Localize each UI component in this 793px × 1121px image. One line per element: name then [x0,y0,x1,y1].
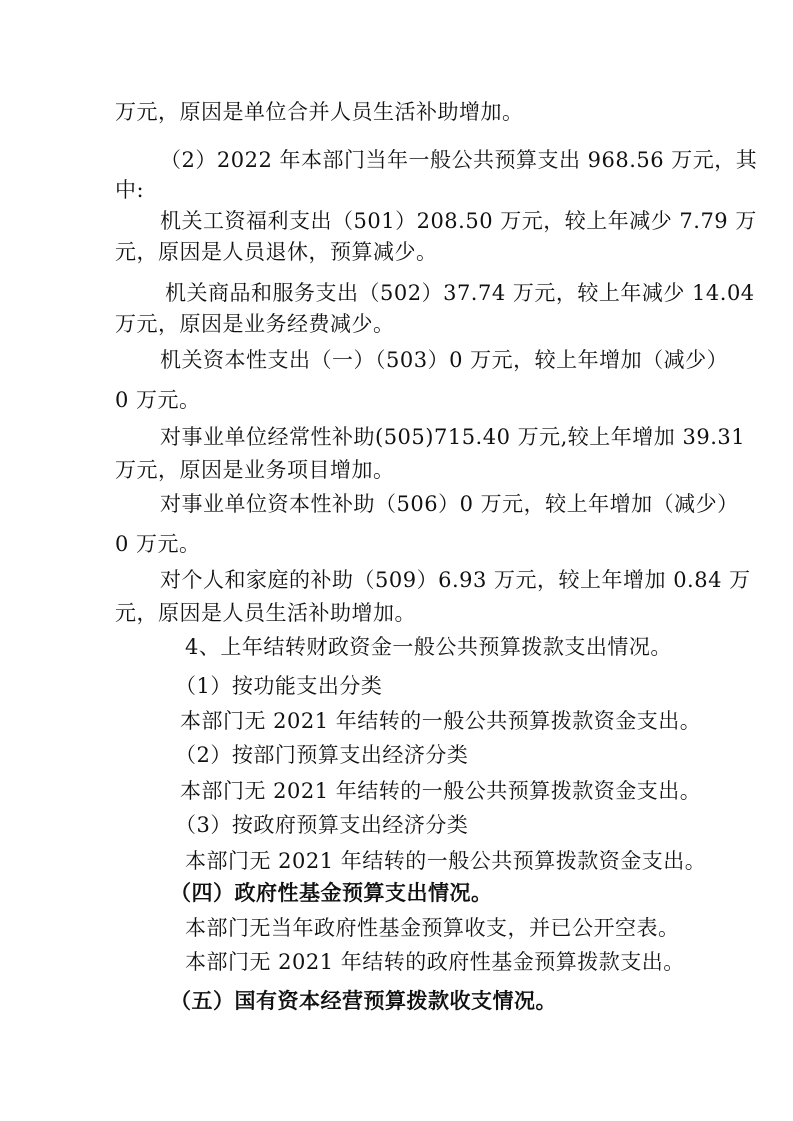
text-line: （2）2022 年本部门当年一般公共预算支出 968.56 万元，其 [160,148,758,172]
section-heading: （五）国有资本经营预算拨款收支情况。 [170,988,557,1013]
section-heading: （四）政府性基金预算支出情况。 [170,880,493,905]
text-line: 元，原因是人员退休，预算减少。 [115,240,438,264]
section-heading: 4、上年结转财政资金一般公共预算拨款支出情况。 [185,635,672,659]
text-line: 本部门无 2021 年结转的政府性基金预算拨款支出。 [185,950,685,974]
text-line: 对个人和家庭的补助（509）6.93 万元，较上年增加 0.84 万 [160,568,751,592]
text-line: 中: [115,178,145,202]
text-line: 机关资本性支出（一）（503）0 万元，较上年增加（减少） [160,348,729,372]
text-line: 对事业单位资本性补助（506）0 万元，较上年增加（减少） [160,492,739,516]
text-line: 机关商品和服务支出（502）37.74 万元，较上年减少 14.04 [165,281,755,305]
text-line: 对事业单位经常性补助(505)715.40 万元,较上年增加 39.31 [160,425,746,449]
text-line: 机关工资福利支出（501）208.50 万元，较上年减少 7.79 万 [160,209,757,233]
text-line: 本部门无当年政府性基金预算收支，并已公开空表。 [185,916,680,940]
text-line: 0 万元。 [115,532,201,556]
sub-heading: （2）按部门预算支出经济分类 [175,743,469,767]
text-line: 万元，原因是业务经费减少。 [115,312,395,336]
text-line: 本部门无 2021 年结转的一般公共预算拨款资金支出。 [185,849,707,873]
sub-heading: （3）按政府预算支出经济分类 [175,813,469,837]
text-line: 元，原因是人员生活补助增加。 [115,601,416,625]
text-line: 万元，原因是单位合并人员生活补助增加。 [115,100,524,124]
text-line: 本部门无 2021 年结转的一般公共预算拨款资金支出。 [180,709,702,733]
text-line: 0 万元。 [115,388,201,412]
text-line: 万元，原因是业务项目增加。 [115,458,395,482]
sub-heading: （1）按功能支出分类 [175,674,383,698]
text-line: 本部门无 2021 年结转的一般公共预算拨款资金支出。 [180,779,702,803]
